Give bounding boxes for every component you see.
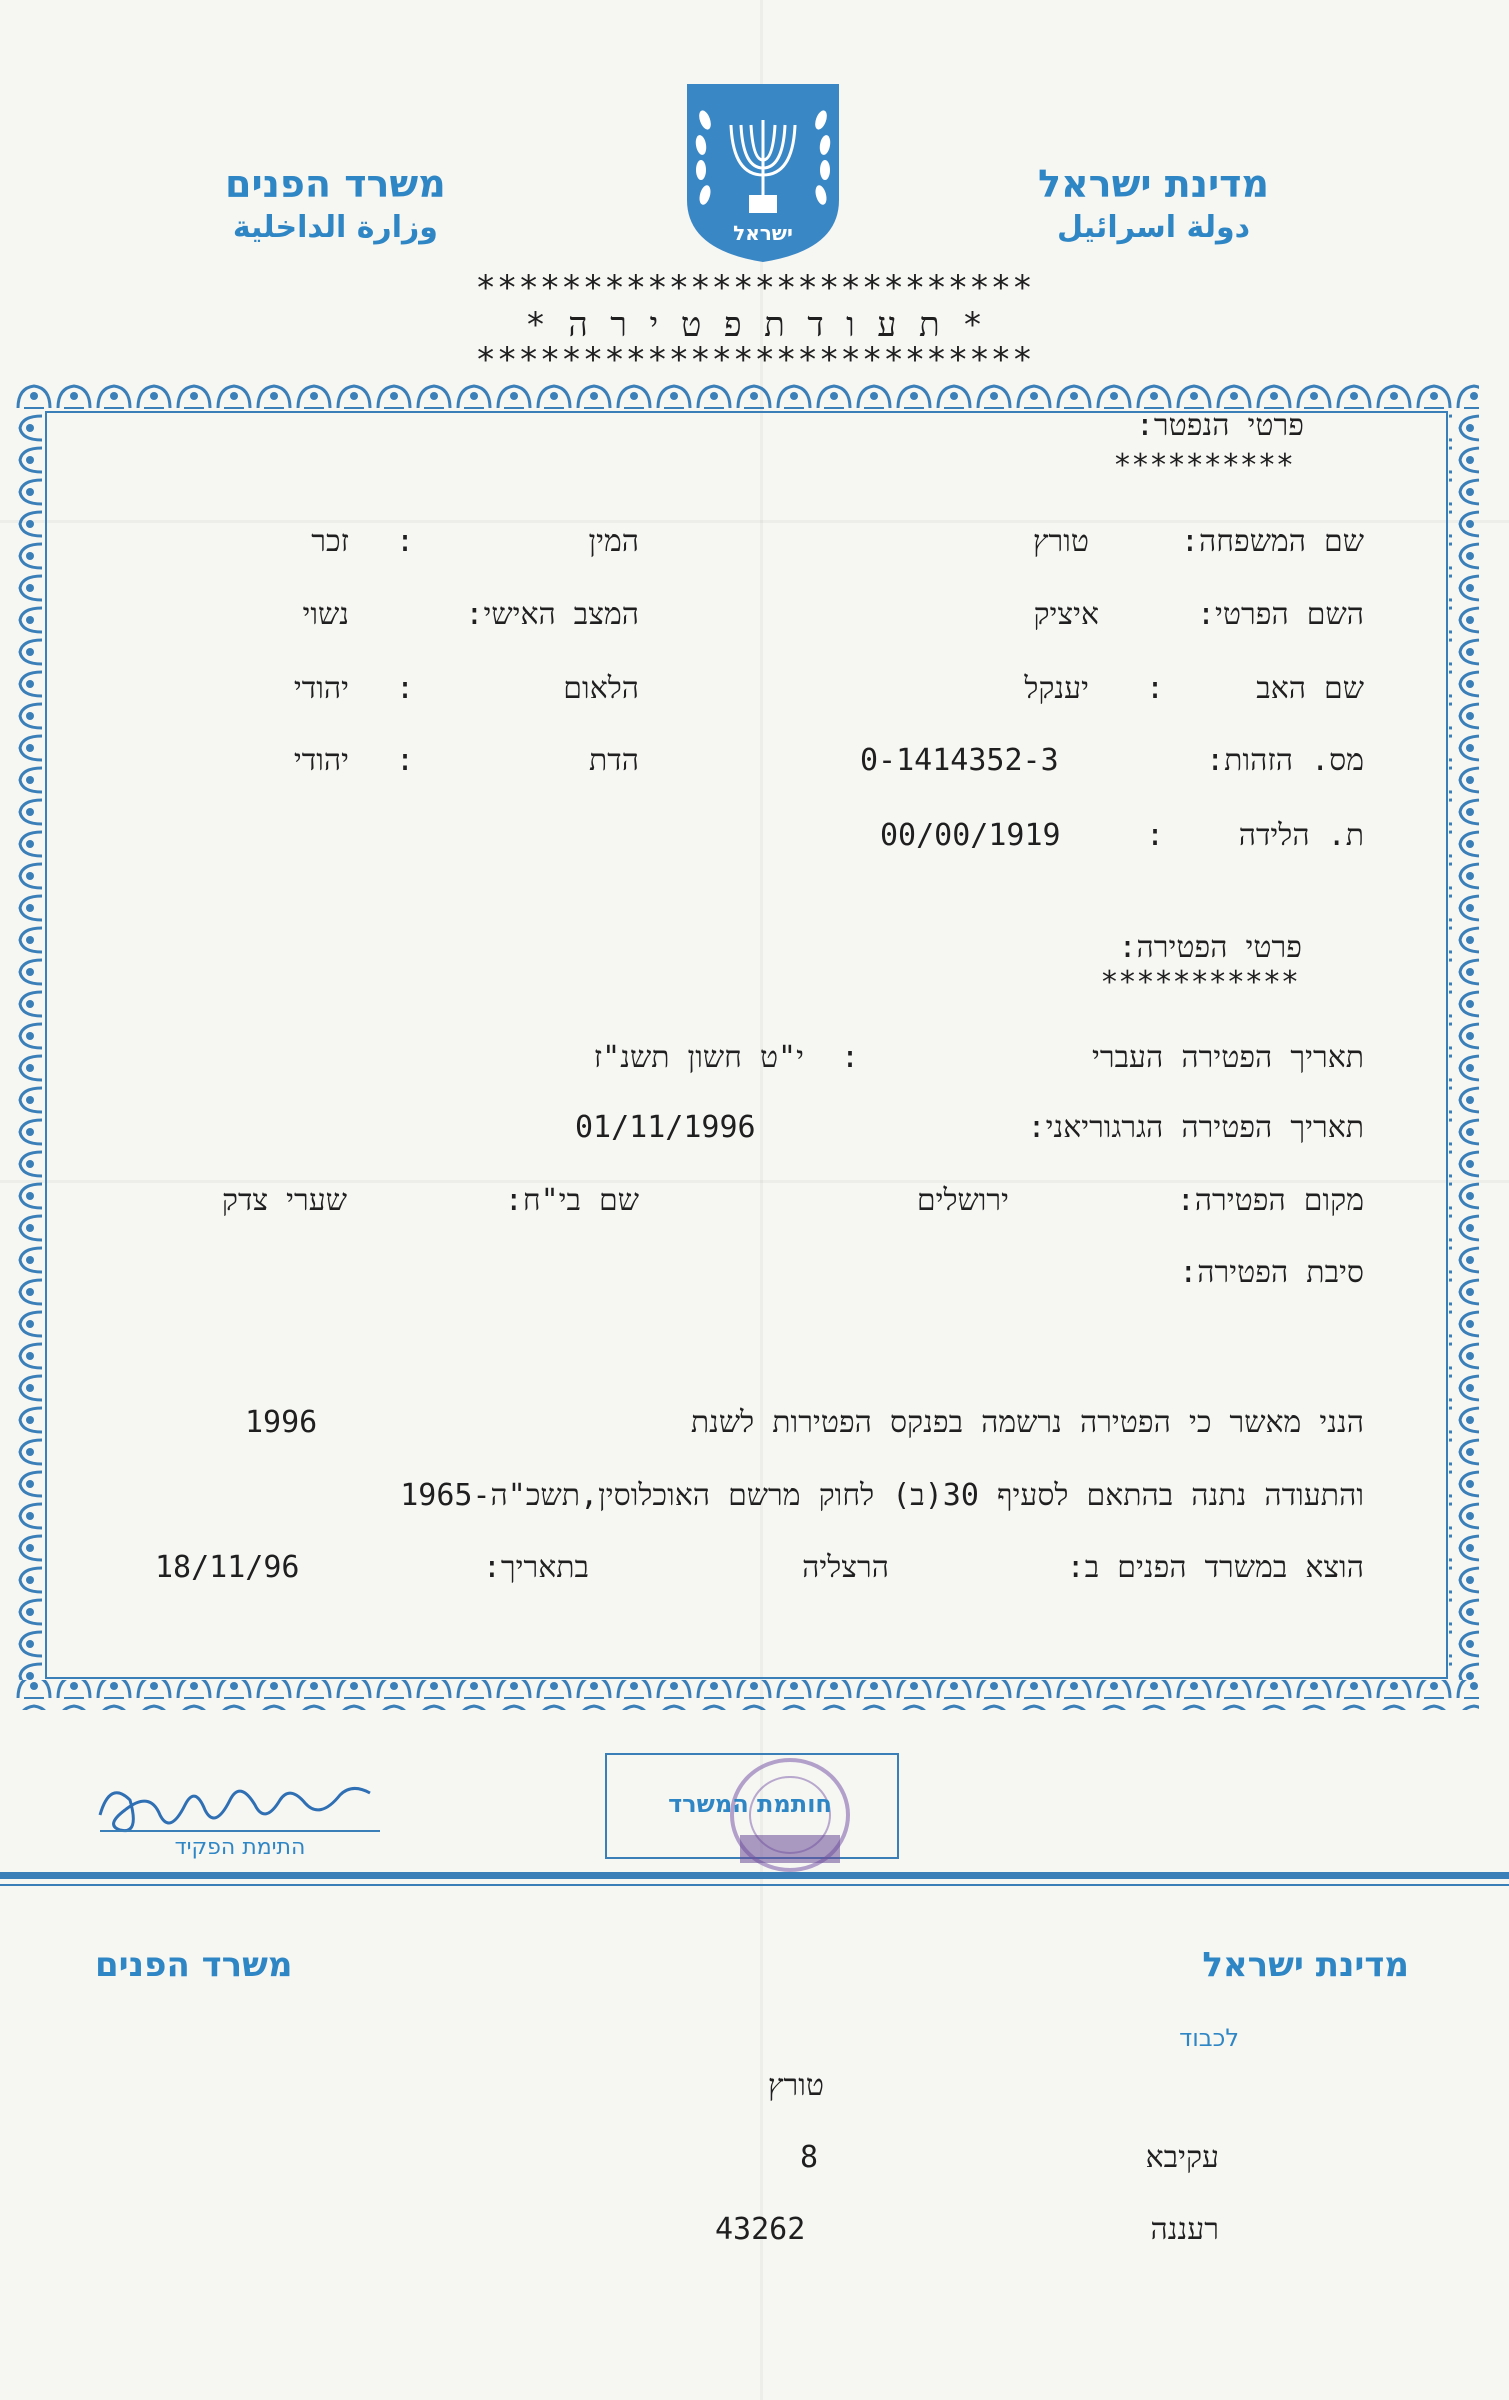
gregorian-death-date-value: 01/11/1996 bbox=[575, 1110, 756, 1145]
gregorian-death-date-label: תאריך הפטירה הגרגוריאני: bbox=[1027, 1110, 1364, 1145]
recipient-house-number: 8 bbox=[800, 2140, 819, 2175]
nationality-separator: : bbox=[395, 671, 414, 706]
issued-at-place: הרצליה bbox=[802, 1550, 889, 1585]
certification-year: 1996 bbox=[245, 1405, 318, 1440]
hospital-label: שם בי"ח: bbox=[504, 1183, 639, 1218]
header-ministry-ar: وزارة الداخلية bbox=[232, 210, 438, 245]
religion-value: יהודי bbox=[293, 743, 349, 778]
recipient-street: עקיבא bbox=[1145, 2140, 1219, 2175]
nationality-value: יהודי bbox=[293, 671, 349, 706]
header-state-ar: دولة اسرائيل bbox=[1057, 210, 1250, 245]
surname-label: שם המשפחה: bbox=[1180, 524, 1364, 559]
section-divider bbox=[0, 1872, 1509, 1879]
mailer-state-name: מדינת ישראל bbox=[1202, 1945, 1409, 1985]
deceased-section-stars: ********** bbox=[1113, 448, 1294, 483]
death-section-title: פרטי הפטירה: bbox=[1118, 930, 1302, 965]
id-number-value: 0-1414352-3 bbox=[860, 743, 1059, 778]
header-state-he: מדינת ישראל bbox=[1038, 162, 1269, 206]
nationality-label: הלאום bbox=[563, 671, 639, 706]
sex-separator: : bbox=[395, 524, 414, 559]
religion-label: הדת bbox=[589, 743, 639, 778]
hospital-value: שערי צדק bbox=[221, 1183, 347, 1218]
issue-date-label: בתאריך: bbox=[482, 1550, 589, 1585]
marital-status-value: נשוי bbox=[302, 597, 349, 632]
death-place-value: ירושלים bbox=[916, 1183, 1009, 1218]
sex-label: המין bbox=[588, 524, 639, 559]
hebrew-death-date-separator: : bbox=[840, 1040, 859, 1075]
sex-value: זכר bbox=[311, 524, 349, 559]
surname-value: טורץ bbox=[1032, 524, 1089, 559]
father-name-label: שם האב bbox=[1256, 671, 1364, 706]
state-emblem-icon bbox=[683, 80, 843, 265]
title-stars-bottom: ************************** bbox=[475, 340, 1034, 380]
issue-date-value: 18/11/96 bbox=[155, 1550, 300, 1585]
first-name-label: השם הפרטי: bbox=[1196, 597, 1364, 632]
birth-date-separator: : bbox=[1145, 818, 1164, 853]
father-name-value: יענקל bbox=[1024, 671, 1089, 706]
certification-line-1: הנני מאשר כי הפטירה נרשמה בפנקס הפטירות לשנת bbox=[690, 1405, 1364, 1440]
death-place-label: מקום הפטירה: bbox=[1176, 1183, 1364, 1218]
recipient-name: טורץ bbox=[767, 2068, 824, 2103]
section-divider-thin bbox=[0, 1884, 1509, 1886]
to-label: לכבוד bbox=[1179, 2024, 1239, 2052]
certification-line-2: והתעודה נתנה בהתאם לסעיף 30(ב) לחוק מרשם האוכלוסין,תשכ"ה-1965 bbox=[400, 1478, 1364, 1513]
death-section-stars: *********** bbox=[1100, 965, 1299, 1000]
birth-date-label: ת. הלידה bbox=[1238, 818, 1364, 853]
emblem-text: ישראל bbox=[733, 221, 793, 245]
recipient-zip: 43262 bbox=[715, 2212, 806, 2247]
hebrew-death-date-label: תאריך הפטירה העברי bbox=[1091, 1040, 1364, 1075]
religion-separator: : bbox=[395, 743, 414, 778]
signature-label: התימת הפקיד bbox=[174, 1835, 306, 1860]
header-ministry-he: משרד הפנים bbox=[225, 162, 446, 206]
death-cause-label: סיבת הפטירה: bbox=[1179, 1255, 1364, 1290]
first-name-value: איציק bbox=[1033, 597, 1099, 632]
marital-status-label: המצב האישי: bbox=[465, 597, 639, 632]
id-number-label: מס. הזהות: bbox=[1206, 743, 1364, 778]
deceased-section-title: פרטי הנפטר: bbox=[1135, 408, 1304, 443]
mailer-ministry-name: משרד הפנים bbox=[95, 1945, 293, 1985]
hebrew-death-date-value: י"ט חשון תשנ"ז bbox=[593, 1040, 804, 1075]
signature-line bbox=[100, 1830, 380, 1832]
birth-date-value: 00/00/1919 bbox=[880, 818, 1061, 853]
certificate-title: * ת ע ו ד ת פ ט י ר ה * bbox=[525, 305, 984, 345]
issued-at-label: הוצא במשרד הפנים ב: bbox=[1066, 1550, 1364, 1585]
title-stars-top: ************************** bbox=[475, 268, 1034, 308]
recipient-city: רעננה bbox=[1150, 2212, 1219, 2247]
header-state bbox=[1038, 162, 1269, 245]
father-name-separator: : bbox=[1145, 671, 1164, 706]
header-ministry bbox=[225, 162, 446, 245]
stamp-label: חותמת המשרד bbox=[668, 1790, 832, 1818]
